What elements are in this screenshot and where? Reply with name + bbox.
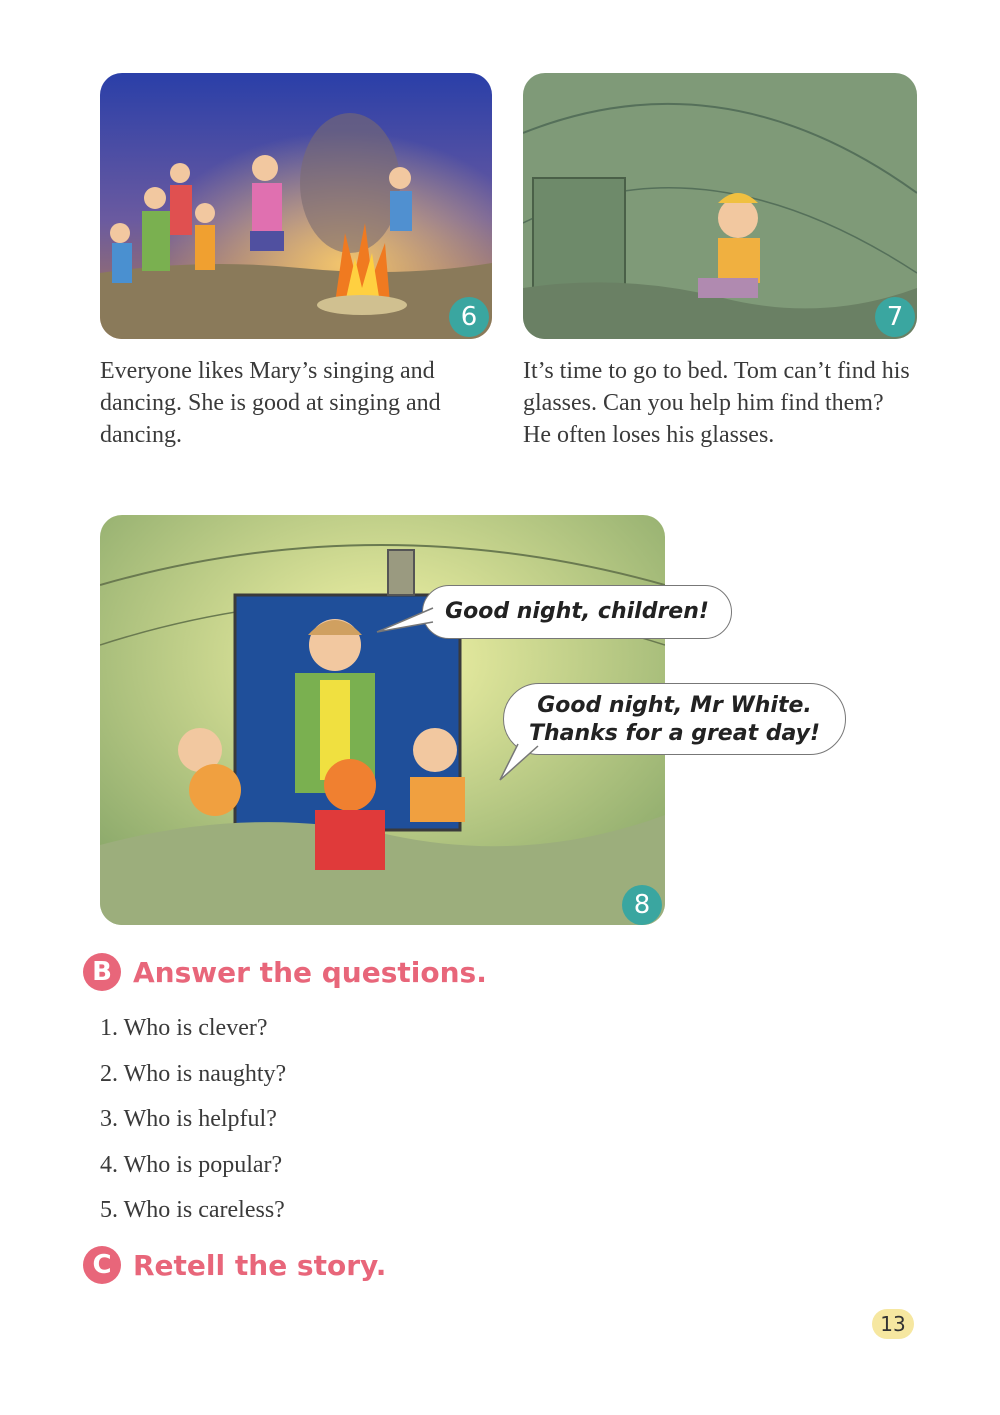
panel-number-badge: 6 [449, 297, 489, 337]
question-item: 3. Who is helpful? [100, 1106, 277, 1132]
question-list [100, 1010, 286, 1238]
section-b-letter: B [83, 953, 121, 991]
section-b-title: Answer the questions. [133, 955, 487, 989]
section-c-letter: C [83, 1246, 121, 1284]
panel-6-caption: Everyone likes Mary’s singing and dancing. She is good at singing and dancing. [100, 358, 441, 448]
question-item: 1. Who is clever? [100, 1015, 268, 1041]
speech-tail-teacher [375, 606, 435, 636]
tent-night-illustration [523, 73, 917, 339]
speech-tail-children [498, 742, 548, 782]
campfire-illustration [100, 73, 492, 339]
question-item: 4. Who is popular? [100, 1151, 283, 1178]
speech-bubble-teacher [422, 585, 732, 639]
teacher-speech-text: Good night, children! [445, 599, 709, 624]
panel-7-caption: It’s time to go to bed. Tom can’t find his glasses. Can you help him find them? He often loses his glasses. [523, 358, 910, 448]
children-speech-line-1: Good night, Mr White. [537, 693, 812, 718]
panel-number-badge: 8 [622, 885, 662, 925]
section-c-heading [83, 1246, 386, 1284]
speech-bubble-children [503, 683, 846, 755]
question-item: 2. Who is naughty? [100, 1060, 287, 1087]
illustration-panel-6 [100, 73, 492, 339]
question-item: 5. Who is careless? [100, 1197, 285, 1223]
panel-number-badge: 7 [875, 297, 915, 337]
section-b-heading [83, 953, 487, 991]
page-number: 13 [872, 1309, 914, 1339]
children-speech-line-2: Thanks for a great day! [528, 721, 821, 746]
section-c-title: Retell the story. [133, 1248, 387, 1282]
illustration-panel-7 [523, 73, 917, 339]
